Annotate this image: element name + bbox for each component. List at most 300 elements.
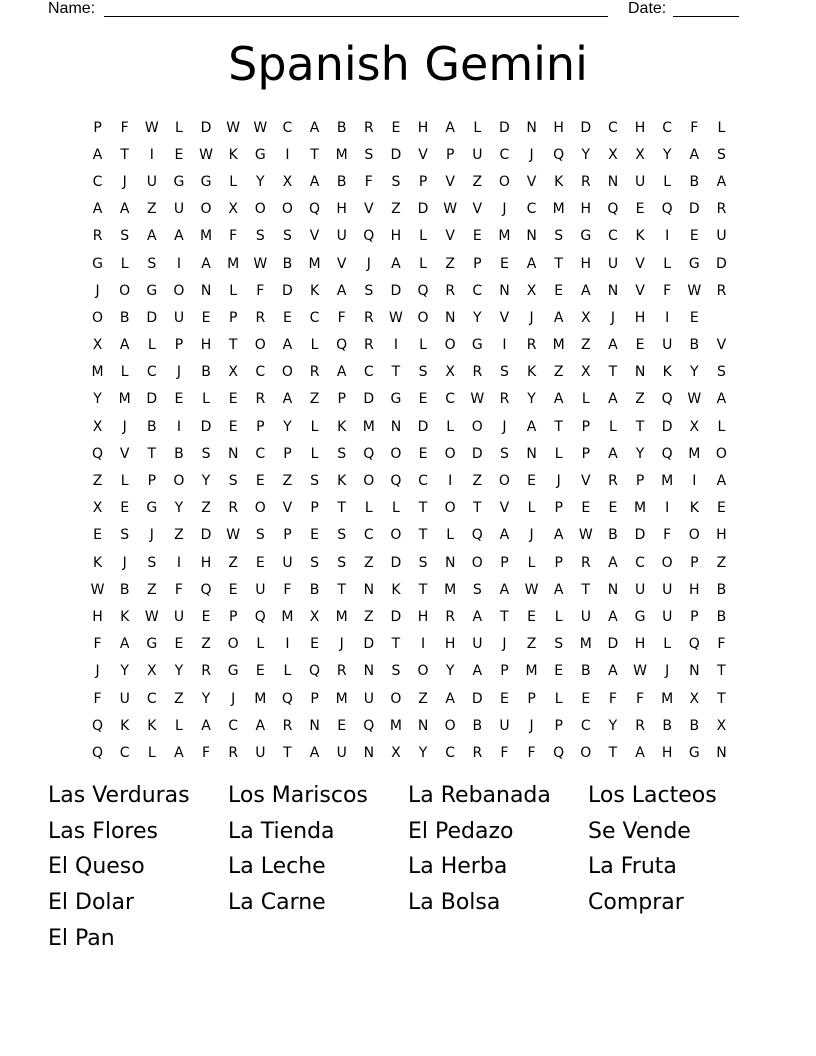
grid-letter[interactable]: X xyxy=(228,364,238,381)
grid-letter[interactable]: O xyxy=(498,473,510,490)
grid-letter[interactable]: E xyxy=(689,309,699,326)
grid-letter[interactable]: Y xyxy=(256,173,265,190)
grid-letter[interactable]: H xyxy=(716,527,727,544)
grid-letter[interactable]: O xyxy=(390,690,402,707)
grid-letter[interactable]: G xyxy=(146,282,158,299)
grid-letter[interactable]: K xyxy=(120,608,130,625)
grid-letter[interactable]: Y xyxy=(93,391,102,408)
grid-letter[interactable]: S xyxy=(472,581,482,598)
grid-letter[interactable]: Z xyxy=(526,636,537,653)
grid-letter[interactable]: K xyxy=(526,364,537,381)
grid-letter[interactable]: A xyxy=(391,255,401,272)
grid-letter[interactable]: C xyxy=(255,445,266,462)
grid-letter[interactable]: V xyxy=(635,255,645,272)
grid-letter[interactable]: T xyxy=(554,418,563,435)
grid-letter[interactable]: I xyxy=(176,255,181,272)
grid-letter[interactable]: K xyxy=(391,581,401,598)
grid-letter[interactable]: K xyxy=(337,418,347,435)
grid-letter[interactable]: S xyxy=(716,364,726,381)
grid-letter[interactable]: E xyxy=(255,473,265,490)
grid-letter[interactable]: C xyxy=(635,554,645,571)
grid-letter[interactable]: O xyxy=(444,717,456,734)
grid-letter[interactable]: D xyxy=(390,608,402,625)
grid-letter[interactable]: M xyxy=(254,690,267,707)
grid-letter[interactable]: S xyxy=(120,228,130,245)
grid-letter[interactable]: T xyxy=(147,445,157,462)
grid-letter[interactable]: I xyxy=(502,337,507,354)
grid-letter[interactable]: J xyxy=(610,309,615,326)
grid-letter[interactable]: L xyxy=(663,255,672,272)
grid-letter[interactable]: H xyxy=(336,201,347,218)
grid-letter[interactable]: A xyxy=(608,554,618,571)
grid-letter[interactable]: D xyxy=(200,418,212,435)
grid-letter[interactable]: H xyxy=(689,581,700,598)
grid-letter[interactable]: L xyxy=(120,473,129,490)
grid-letter[interactable]: H xyxy=(553,119,564,136)
grid-letter[interactable]: Y xyxy=(527,391,536,408)
grid-letter[interactable]: V xyxy=(499,500,510,517)
grid-letter[interactable]: Q xyxy=(200,581,212,598)
grid-letter[interactable]: I xyxy=(393,337,398,354)
grid-letter[interactable]: M xyxy=(118,391,131,408)
grid-letter[interactable]: L xyxy=(310,445,319,462)
grid-letter[interactable]: U xyxy=(173,201,185,218)
grid-letter[interactable]: I xyxy=(665,500,670,517)
grid-letter[interactable]: A xyxy=(608,391,618,408)
grid-letter[interactable]: X xyxy=(228,201,238,218)
grid-letter[interactable]: L xyxy=(175,119,183,136)
grid-letter[interactable]: Q xyxy=(309,201,321,218)
grid-letter[interactable]: Q xyxy=(363,445,375,462)
grid-letter[interactable]: T xyxy=(608,744,618,761)
grid-letter[interactable]: M xyxy=(444,581,457,598)
grid-letter[interactable]: S xyxy=(337,527,347,544)
grid-letter[interactable]: O xyxy=(444,500,456,517)
grid-letter[interactable]: E xyxy=(635,337,645,354)
grid-letter[interactable]: A xyxy=(174,744,184,761)
grid-letter[interactable]: E xyxy=(228,418,238,435)
grid-letter[interactable]: N xyxy=(526,119,537,136)
grid-letter[interactable]: C xyxy=(445,391,456,408)
grid-letter[interactable]: D xyxy=(363,636,375,653)
grid-letter[interactable]: R xyxy=(228,744,239,761)
grid-letter[interactable]: W xyxy=(633,663,647,680)
grid-letter[interactable]: E xyxy=(391,119,401,136)
grid-letter[interactable]: A xyxy=(716,391,727,408)
grid-letter[interactable]: X xyxy=(689,418,700,435)
grid-letter[interactable]: C xyxy=(309,309,320,326)
grid-letter[interactable]: P xyxy=(581,418,591,435)
grid-letter[interactable]: V xyxy=(445,228,455,245)
grid-letter[interactable]: X xyxy=(147,663,157,680)
grid-letter[interactable]: F xyxy=(174,581,183,598)
grid-letter[interactable]: O xyxy=(119,282,131,299)
grid-letter[interactable]: O xyxy=(254,201,266,218)
grid-letter[interactable]: R xyxy=(526,337,537,354)
grid-letter[interactable]: M xyxy=(688,445,701,462)
grid-letter[interactable]: A xyxy=(174,228,184,245)
grid-letter[interactable]: E xyxy=(581,500,591,517)
grid-letter[interactable]: L xyxy=(392,500,400,517)
grid-letter[interactable]: Z xyxy=(418,690,428,707)
grid-letter[interactable]: G xyxy=(254,146,266,163)
grid-letter[interactable]: G xyxy=(688,744,700,761)
grid-letter[interactable]: F xyxy=(364,173,373,190)
grid-letter[interactable]: B xyxy=(336,119,347,136)
grid-letter[interactable]: R xyxy=(336,663,347,680)
grid-letter[interactable]: T xyxy=(418,581,428,598)
grid-letter[interactable]: L xyxy=(554,690,563,707)
grid-letter[interactable]: F xyxy=(93,636,102,653)
grid-letter[interactable]: A xyxy=(309,744,320,761)
grid-letter[interactable]: J xyxy=(366,255,371,272)
grid-letter[interactable]: Z xyxy=(147,581,157,598)
grid-letter[interactable]: G xyxy=(92,255,103,272)
grid-letter[interactable]: Z xyxy=(391,201,401,218)
grid-letter[interactable]: A xyxy=(553,309,564,326)
grid-letter[interactable]: P xyxy=(418,173,428,190)
grid-letter[interactable]: U xyxy=(173,608,185,625)
grid-letter[interactable]: P xyxy=(283,445,292,462)
grid-letter[interactable]: T xyxy=(717,663,726,680)
grid-letter[interactable]: V xyxy=(282,500,293,517)
grid-letter[interactable]: G xyxy=(634,608,646,625)
grid-letter[interactable]: A xyxy=(635,744,645,761)
grid-letter[interactable]: P xyxy=(174,337,184,354)
grid-letter[interactable]: G xyxy=(146,500,158,517)
grid-letter[interactable]: T xyxy=(581,581,591,598)
grid-letter[interactable]: E xyxy=(201,309,211,326)
grid-letter[interactable]: F xyxy=(527,744,536,761)
grid-letter[interactable]: F xyxy=(663,527,672,544)
grid-letter[interactable]: R xyxy=(309,364,320,381)
grid-letter[interactable]: U xyxy=(363,690,374,707)
grid-letter[interactable]: N xyxy=(363,581,375,598)
grid-letter[interactable]: Q xyxy=(553,146,565,163)
grid-letter[interactable]: D xyxy=(716,255,727,272)
grid-letter[interactable]: P xyxy=(147,473,157,490)
grid-letter[interactable]: U xyxy=(146,173,157,190)
grid-letter[interactable]: P xyxy=(635,473,645,490)
grid-letter[interactable]: O xyxy=(200,201,212,218)
grid-letter[interactable]: J xyxy=(122,173,127,190)
grid-letter[interactable]: S xyxy=(418,364,428,381)
grid-letter[interactable]: J xyxy=(95,663,100,680)
grid-letter[interactable]: V xyxy=(418,146,428,163)
grid-letter[interactable]: J xyxy=(529,309,534,326)
grid-letter[interactable]: E xyxy=(472,228,482,245)
grid-letter[interactable]: P xyxy=(500,554,509,571)
grid-letter[interactable]: A xyxy=(499,581,510,598)
grid-letter[interactable]: P xyxy=(690,608,699,625)
grid-letter[interactable]: G xyxy=(173,173,185,190)
grid-letter[interactable]: C xyxy=(608,228,618,245)
grid-letter[interactable]: U xyxy=(499,717,510,734)
grid-letter[interactable]: P xyxy=(310,690,319,707)
grid-letter[interactable]: H xyxy=(390,228,402,245)
grid-letter[interactable]: P xyxy=(228,608,238,625)
grid-letter[interactable]: T xyxy=(310,146,319,163)
grid-letter[interactable]: N xyxy=(526,228,537,245)
grid-letter[interactable]: S xyxy=(120,527,130,544)
grid-letter[interactable]: J xyxy=(502,201,507,218)
grid-letter[interactable]: G xyxy=(390,391,402,408)
grid-letter[interactable]: L xyxy=(419,337,427,354)
grid-letter[interactable]: M xyxy=(579,636,592,653)
grid-letter[interactable]: M xyxy=(525,663,538,680)
grid-letter[interactable]: C xyxy=(119,744,130,761)
grid-letter[interactable]: X xyxy=(716,717,727,734)
grid-letter[interactable]: B xyxy=(147,418,157,435)
grid-letter[interactable]: N xyxy=(526,445,537,462)
grid-letter[interactable]: W xyxy=(389,309,403,326)
grid-letter[interactable]: O xyxy=(254,500,266,517)
grid-letter[interactable]: L xyxy=(310,418,319,435)
grid-letter[interactable]: Z xyxy=(581,337,591,354)
grid-letter[interactable]: O xyxy=(173,473,185,490)
grid-letter[interactable]: J xyxy=(502,418,507,435)
grid-letter[interactable]: T xyxy=(337,581,346,598)
grid-letter[interactable]: O xyxy=(227,636,239,653)
grid-letter[interactable]: Q xyxy=(92,445,104,462)
grid-letter[interactable]: N xyxy=(390,418,402,435)
grid-letter[interactable]: S xyxy=(147,554,157,571)
grid-letter[interactable]: C xyxy=(146,364,157,381)
grid-letter[interactable]: V xyxy=(364,201,374,218)
grid-letter[interactable]: J xyxy=(95,282,100,299)
grid-letter[interactable]: M xyxy=(552,201,565,218)
grid-letter[interactable]: U xyxy=(634,173,646,190)
grid-letter[interactable]: O xyxy=(471,418,483,435)
grid-letter[interactable]: Q xyxy=(281,690,293,707)
grid-letter[interactable]: E xyxy=(500,690,509,707)
grid-letter[interactable]: N xyxy=(716,744,727,761)
grid-letter[interactable]: W xyxy=(470,391,485,408)
grid-letter[interactable]: N xyxy=(444,554,456,571)
grid-letter[interactable]: W xyxy=(226,119,241,136)
grid-letter[interactable]: L xyxy=(147,337,156,354)
grid-letter[interactable]: L xyxy=(120,364,129,381)
grid-letter[interactable]: B xyxy=(472,717,483,734)
grid-letter[interactable]: E xyxy=(174,391,184,408)
grid-letter[interactable]: I xyxy=(285,636,290,653)
grid-letter[interactable]: T xyxy=(473,500,482,517)
grid-letter[interactable]: O xyxy=(390,527,402,544)
grid-letter[interactable]: U xyxy=(716,228,727,245)
grid-letter[interactable]: H xyxy=(200,554,212,571)
grid-letter[interactable]: S xyxy=(364,146,374,163)
grid-letter[interactable]: N xyxy=(499,282,510,299)
grid-letter[interactable]: R xyxy=(201,663,211,680)
grid-letter[interactable]: L xyxy=(527,554,536,571)
grid-letter[interactable]: E xyxy=(418,445,428,462)
grid-letter[interactable]: B xyxy=(336,173,347,190)
grid-letter[interactable]: A xyxy=(716,473,727,490)
grid-letter[interactable]: M xyxy=(91,364,104,381)
grid-letter[interactable]: Y xyxy=(445,663,455,680)
grid-letter[interactable]: O xyxy=(92,309,104,326)
grid-letter[interactable]: J xyxy=(149,527,154,544)
grid-letter[interactable]: B xyxy=(662,717,672,734)
grid-letter[interactable]: B xyxy=(282,255,293,272)
grid-letter[interactable]: S xyxy=(364,282,374,299)
grid-letter[interactable]: N xyxy=(607,173,619,190)
grid-letter[interactable]: A xyxy=(201,717,211,734)
grid-letter[interactable]: C xyxy=(363,527,374,544)
grid-letter[interactable]: U xyxy=(607,255,619,272)
grid-letter[interactable]: I xyxy=(692,473,697,490)
grid-letter[interactable]: A xyxy=(119,201,130,218)
grid-letter[interactable]: D xyxy=(146,309,158,326)
grid-letter[interactable]: B xyxy=(309,581,320,598)
grid-letter[interactable]: A xyxy=(716,173,727,190)
grid-letter[interactable]: E xyxy=(174,636,184,653)
grid-letter[interactable]: J xyxy=(502,636,507,653)
grid-letter[interactable]: W xyxy=(687,282,702,299)
grid-letter[interactable]: C xyxy=(580,717,591,734)
grid-letter[interactable]: S xyxy=(255,527,265,544)
grid-letter[interactable]: E xyxy=(120,500,130,517)
grid-letter[interactable]: B xyxy=(608,527,618,544)
grid-letter[interactable]: I xyxy=(176,554,181,571)
grid-letter[interactable]: D xyxy=(390,554,402,571)
grid-letter[interactable]: O xyxy=(417,663,429,680)
grid-letter[interactable]: Z xyxy=(716,554,727,571)
grid-letter[interactable]: D xyxy=(417,201,429,218)
grid-letter[interactable]: Z xyxy=(635,391,645,408)
grid-letter[interactable]: F xyxy=(500,744,509,761)
grid-letter[interactable]: N xyxy=(607,282,619,299)
grid-letter[interactable]: M xyxy=(661,690,674,707)
grid-letter[interactable]: E xyxy=(255,554,265,571)
grid-letter[interactable]: L xyxy=(147,744,156,761)
grid-letter[interactable]: U xyxy=(472,146,483,163)
grid-letter[interactable]: F xyxy=(93,690,102,707)
grid-letter[interactable]: A xyxy=(553,527,564,544)
grid-letter[interactable]: O xyxy=(444,337,456,354)
grid-letter[interactable]: A xyxy=(472,608,483,625)
grid-letter[interactable]: Z xyxy=(228,554,238,571)
grid-letter[interactable]: U xyxy=(255,744,266,761)
grid-letter[interactable]: E xyxy=(608,500,618,517)
grid-letter[interactable]: K xyxy=(120,717,130,734)
grid-letter[interactable]: D xyxy=(607,636,619,653)
grid-letter[interactable]: L xyxy=(581,391,590,408)
grid-letter[interactable]: D xyxy=(471,690,483,707)
grid-letter[interactable]: Q xyxy=(309,663,321,680)
grid-letter[interactable]: H xyxy=(92,608,103,625)
grid-letter[interactable]: J xyxy=(339,636,344,653)
grid-letter[interactable]: L xyxy=(663,636,672,653)
grid-letter[interactable]: L xyxy=(717,418,726,435)
grid-letter[interactable]: E xyxy=(635,201,645,218)
grid-letter[interactable]: S xyxy=(716,146,726,163)
grid-letter[interactable]: E xyxy=(500,255,509,272)
grid-letter[interactable]: Q xyxy=(471,527,483,544)
grid-letter[interactable]: A xyxy=(119,636,130,653)
grid-letter[interactable]: R xyxy=(282,717,293,734)
grid-letter[interactable]: A xyxy=(608,337,618,354)
grid-letter[interactable]: W xyxy=(144,119,159,136)
grid-letter[interactable]: C xyxy=(445,744,456,761)
grid-letter[interactable]: G xyxy=(146,636,158,653)
grid-letter[interactable]: G xyxy=(688,255,700,272)
grid-letter[interactable]: Y xyxy=(120,663,129,680)
grid-letter[interactable]: F xyxy=(256,282,265,299)
grid-letter[interactable]: Z xyxy=(553,364,564,381)
grid-letter[interactable]: S xyxy=(554,228,564,245)
grid-letter[interactable]: C xyxy=(526,201,537,218)
grid-letter[interactable]: D xyxy=(417,418,429,435)
grid-letter[interactable]: E xyxy=(527,608,536,625)
grid-letter[interactable]: P xyxy=(445,146,455,163)
grid-letter[interactable]: Q xyxy=(607,201,619,218)
grid-letter[interactable]: M xyxy=(335,608,348,625)
grid-letter[interactable]: R xyxy=(499,391,510,408)
grid-letter[interactable]: Y xyxy=(174,663,184,680)
grid-letter[interactable]: W xyxy=(199,146,213,163)
grid-letter[interactable]: V xyxy=(499,309,510,326)
grid-letter[interactable]: Y xyxy=(608,717,618,734)
grid-letter[interactable]: O xyxy=(471,554,483,571)
grid-letter[interactable]: H xyxy=(580,201,592,218)
grid-letter[interactable]: A xyxy=(499,527,510,544)
grid-letter[interactable]: J xyxy=(529,717,534,734)
grid-letter[interactable]: K xyxy=(228,146,238,163)
grid-letter[interactable]: P xyxy=(473,255,482,272)
grid-letter[interactable]: B xyxy=(174,445,184,462)
grid-letter[interactable]: A xyxy=(119,337,130,354)
grid-letter[interactable]: T xyxy=(283,744,292,761)
grid-letter[interactable]: S xyxy=(310,473,319,490)
grid-letter[interactable]: P xyxy=(554,554,563,571)
grid-letter[interactable]: P xyxy=(310,500,319,517)
grid-letter[interactable]: U xyxy=(634,581,646,598)
grid-letter[interactable]: B xyxy=(581,663,591,680)
grid-letter[interactable]: V xyxy=(445,173,455,190)
grid-letter[interactable]: Z xyxy=(282,473,293,490)
grid-letter[interactable]: S xyxy=(310,554,319,571)
grid-letter[interactable]: D xyxy=(634,527,646,544)
grid-letter[interactable]: R xyxy=(472,364,483,381)
grid-letter[interactable]: V xyxy=(716,337,727,354)
grid-letter[interactable]: A xyxy=(309,119,320,136)
grid-letter[interactable]: L xyxy=(310,337,319,354)
grid-letter[interactable]: X xyxy=(92,337,103,354)
grid-letter[interactable]: Z xyxy=(472,173,483,190)
grid-letter[interactable]: N xyxy=(417,717,429,734)
grid-letter[interactable]: H xyxy=(444,636,456,653)
grid-letter[interactable]: A xyxy=(336,282,347,299)
grid-letter[interactable]: J xyxy=(231,690,236,707)
grid-letter[interactable]: V xyxy=(309,228,320,245)
grid-letter[interactable]: M xyxy=(308,255,321,272)
grid-letter[interactable]: W xyxy=(443,201,458,218)
grid-letter[interactable]: Z xyxy=(174,690,184,707)
grid-letter[interactable]: R xyxy=(445,608,456,625)
grid-letter[interactable]: A xyxy=(445,119,455,136)
grid-letter[interactable]: F xyxy=(337,309,346,326)
grid-letter[interactable]: R xyxy=(363,309,374,326)
grid-letter[interactable]: J xyxy=(122,418,127,435)
grid-letter[interactable]: V xyxy=(526,173,537,190)
grid-letter[interactable]: Q xyxy=(363,717,375,734)
grid-letter[interactable]: O xyxy=(173,282,185,299)
grid-letter[interactable]: A xyxy=(445,690,455,707)
grid-letter[interactable]: F xyxy=(120,119,129,136)
grid-letter[interactable]: Q xyxy=(553,744,565,761)
grid-letter[interactable]: Q xyxy=(661,391,673,408)
